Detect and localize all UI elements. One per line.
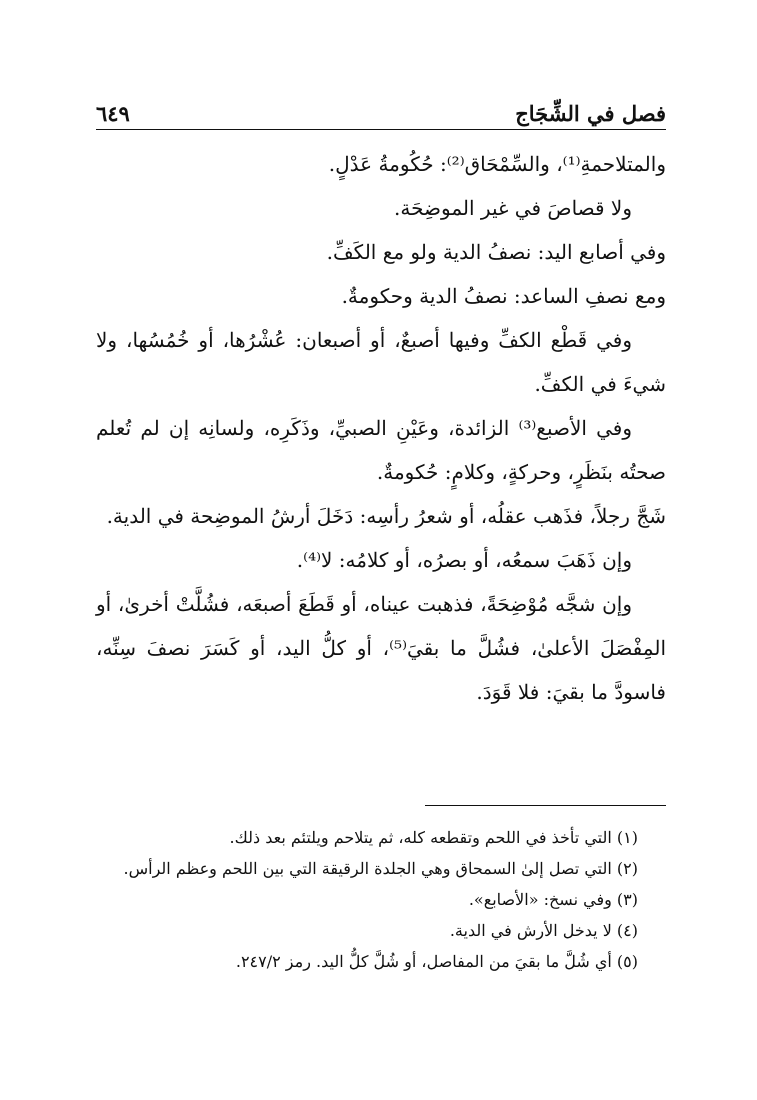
paragraph: ولا قصاصَ في غير الموضِحَة. [394, 196, 632, 220]
paragraph: شَجَّ رجلاً، فذَهب عقلُه، أو شعرُ رأسِه: دَخَلَ أرشُ الموضِحة في الدية. [106, 504, 666, 528]
running-header [96, 96, 666, 130]
main-text [96, 142, 666, 714]
paragraph: وفي قَطْع الكفِّ وفيها أصبعٌ، أو أصبعان: عُشْرُها، أو خُمُسُها، ولا شيءَ في الكفِّ. [96, 328, 666, 396]
paragraph: وفي أصابع اليد: نصفُ الدية ولو مع الكَفِّ. [326, 240, 666, 264]
footnotes [96, 822, 666, 977]
footnote: (٢) التي تصل إلىٰ السمحاق وهي الجلدة الرقيقة التي بين اللحم وعظم الرأس. [123, 859, 638, 878]
paragraph: وإن ذَهَبَ سمعُه، أو بصرُه، أو كلامُه: لا⁽⁴⁾. [296, 548, 632, 572]
footnote: (٤) لا يدخل الأرش في الدية. [449, 921, 638, 940]
footnote-separator [425, 805, 666, 806]
chapter-title: فصل في الشِّجَاج [515, 101, 666, 126]
paragraph: وفي الأصبع⁽³⁾ الزائدة، وعَيْنِ الصبيِّ، وذَكَرِه، ولسانِه إن لم تُعلم صحتُه بنَظَرٍ، وحركةٍ، وكلامٍ: حُكومةٌ. [96, 416, 666, 484]
paragraph: وإن شجَّه مُوْضِحَةً، فذهبت عيناه، أو قَطَعَ أصبعَه، فشُلَّتْ أخرىٰ، أو المِفْصَلَ الأعلىٰ، فشُلَّ ما بقيَ⁽⁵⁾، أو كلُّ اليد، أو كَسَرَ نصفَ سِنِّه، فاسودَّ ما بقيَ: فلا قَوَدَ. [96, 592, 666, 704]
footnote: (١) التي تأخذ في اللحم وتقطعه كله، ثم يتلاحم ويلتئم بعد ذلك. [229, 828, 638, 847]
paragraph: ومع نصفِ الساعد: نصفُ الدية وحكومةٌ. [341, 284, 666, 308]
footnote: (٣) وفي نسخ: «الأصابع». [468, 890, 638, 909]
page-number: ٦٤٩ [96, 101, 130, 126]
paragraph: والمتلاحمةِ⁽¹⁾، والسِّمْحَاق⁽²⁾: حُكُومةُ عَدْلٍ. [328, 152, 666, 176]
footnote: (٥) أي شُلَّ ما بقيَ من المفاصل، أو شُلَّ كلُّ اليد. رمز ٢٤٧/٢. [235, 952, 638, 971]
